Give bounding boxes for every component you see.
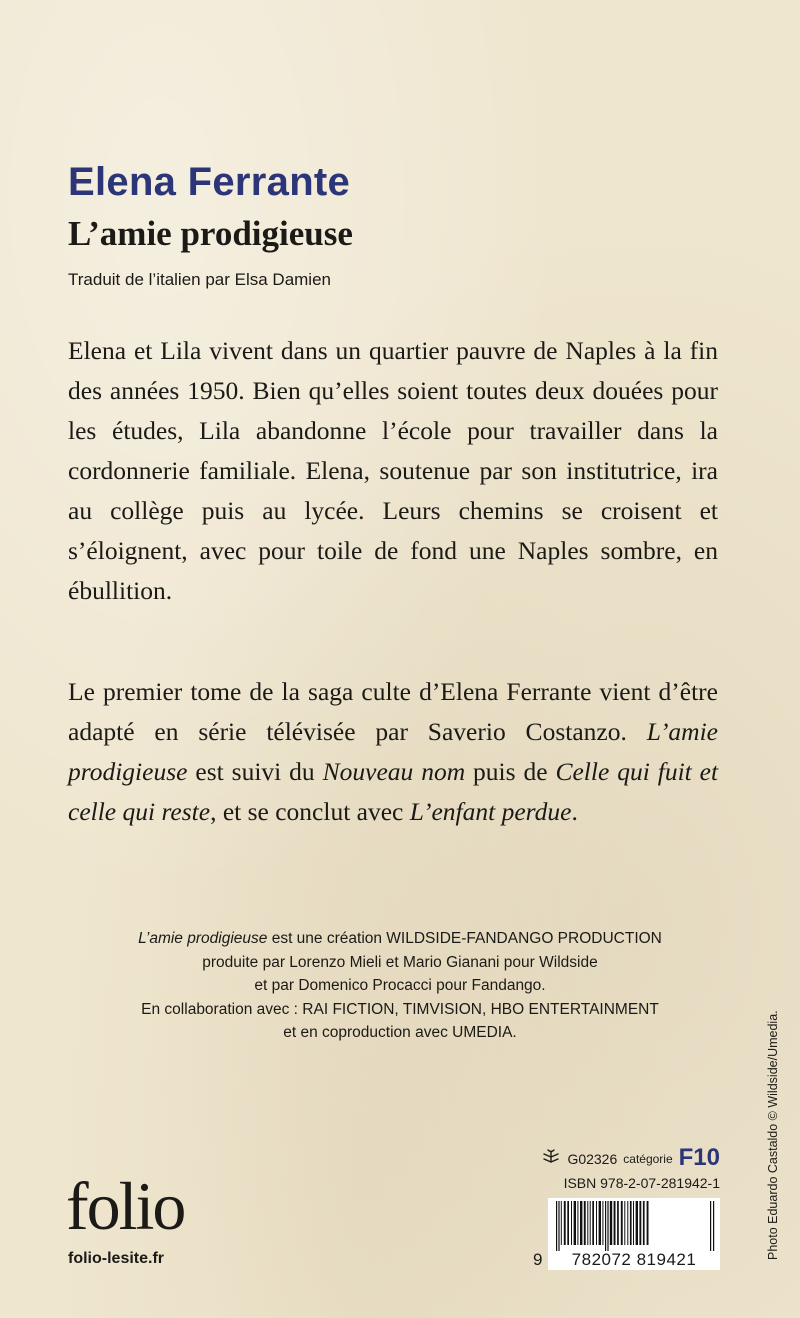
folio-logo: folio [66, 1168, 185, 1244]
credit-line-3: et par Domenico Procacci pour Fandango. [254, 977, 546, 994]
credit-line-4: En collaboration avec : RAI FICTION, TIMVISION, HBO ENTERTAINMENT [141, 1000, 659, 1018]
isbn: ISBN 978-2-07-281942-1 [563, 1175, 720, 1191]
blurb-lead: Le premier tome de la saga culte d’Elena Ferrante vient d’être adapté en série télévisée par Saverio Costanzo. [68, 677, 718, 746]
credit-line-1: est une création WILDSIDE-FANDANGO PRODUCTION [271, 930, 662, 947]
photo-credit: Photo Eduardo Castaldo © Wildside/Umedia. [766, 1010, 780, 1260]
blurb-end: . [571, 797, 578, 826]
catalog-code: G02326 [567, 1151, 618, 1167]
translator-credit: Traduit de l’italien par Elsa Damien [68, 270, 331, 289]
barcode [548, 1198, 720, 1270]
publisher-website: folio-lesite.fr [68, 1250, 165, 1267]
blurb-text: puis de [473, 757, 548, 786]
author-name: Elena Ferrante [68, 160, 351, 204]
blurb-paragraph-2 [68, 672, 718, 832]
catalog-code-row [520, 1140, 720, 1170]
credit-line-2: produite par Lorenzo Mieli et Mario Gianani pour Wildside [202, 953, 598, 971]
barcode-digits: 782072 819421 [571, 1250, 697, 1269]
barcode-lead-digit: 9 [533, 1250, 543, 1269]
book-title: L’amie prodigieuse [68, 214, 353, 253]
blurb-paragraph-1: Elena et Lila vivent dans un quartier pauvre de Naples à la fin des années 1950. Bien qu’elles soient toutes deux douées pour les études, Lila abandonne l’école pour travailler dans la cordonnerie familiale. Elena, soutenue par son institutrice, ira au collège puis au lycée. Leurs chemins se croisent et s’éloignent, avec pour toile de fond une Naples sombre, en ébullition. [68, 336, 718, 605]
blurb-text: , et se conclut avec [210, 797, 404, 826]
credit-line-5: et en coproduction avec UMEDIA. [283, 1024, 517, 1041]
production-credits [110, 927, 690, 1045]
book-sketch-icon [541, 1147, 561, 1167]
blurb-text: est suivi du [195, 757, 315, 786]
category-label: catégorie [623, 1152, 673, 1166]
barcode-bars [554, 1201, 716, 1251]
book-title-4: L’enfant perdue [409, 797, 572, 826]
book-title-2: Nouveau nom [322, 757, 466, 786]
book-title-1: L’amie prodigieuse [68, 717, 718, 786]
book-title-3: Celle qui fuit et celle qui reste [68, 757, 719, 826]
category-code: F10 [678, 1144, 720, 1171]
show-title: L’amie prodigieuse [138, 930, 268, 947]
